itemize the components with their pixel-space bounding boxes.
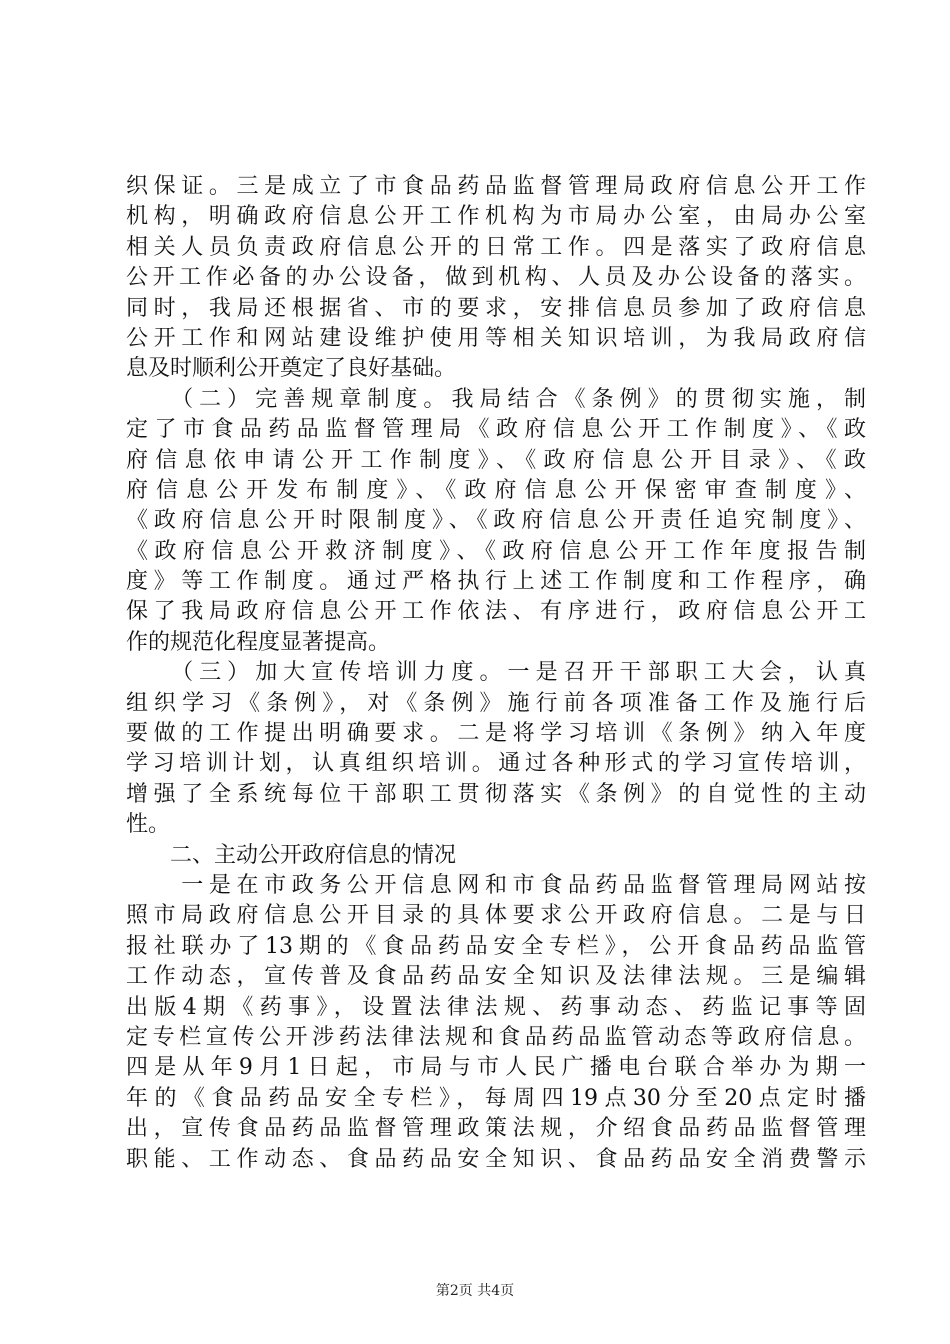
body-line: （二）完善规章制度。我局结合《条例》的贯彻实施，制 <box>126 386 866 412</box>
body-line: 年的《食品药品安全专栏》，每周四19点30分至20点定时播 <box>126 1085 866 1111</box>
body-line: 相关人员负责政府信息公开的日常工作。四是落实了政府信息 <box>126 234 866 260</box>
body-line: 定专栏宣传公开涉药法律法规和食品药品监管动态等政府信息。 <box>126 1024 866 1050</box>
body-line: 公开工作和网站建设维护使用等相关知识培训，为我局政府信 <box>126 325 866 351</box>
document-body <box>126 172 866 1175</box>
body-line: 府信息依申请公开工作制度》、《政府信息公开目录》、《政 <box>126 447 866 473</box>
body-line: 度》等工作制度。通过严格执行上述工作制度和工作程序，确 <box>126 569 866 595</box>
body-line: 要做的工作提出明确要求。二是将学习培训《条例》纳入年度 <box>126 721 866 747</box>
body-line: 作的规范化程度显著提高。 <box>126 629 391 655</box>
body-line: 《政府信息公开时限制度》、《政府信息公开责任追究制度》、 <box>126 508 866 534</box>
body-line: 出版4期《药事》，设置法律法规、药事动态、药监记事等固 <box>126 994 866 1020</box>
body-line: 工作动态，宣传普及食品药品安全知识及法律法规。三是编辑 <box>126 964 866 990</box>
body-line: 组织学习《条例》，对《条例》施行前各项准备工作及施行后 <box>126 690 866 716</box>
body-line: 公开工作必备的办公设备，做到机构、人员及办公设备的落实。 <box>126 265 866 291</box>
body-line: 《政府信息公开救济制度》、《政府信息公开工作年度报告制 <box>126 538 866 564</box>
body-line: 织保证。三是成立了市食品药品监督管理局政府信息公开工作 <box>126 174 866 199</box>
body-line: 机构，明确政府信息公开工作机构为市局办公室，由局办公室 <box>126 204 866 230</box>
body-line: 息及时顺利公开奠定了良好基础。 <box>126 356 457 382</box>
body-line: 定了市食品药品监督管理局《政府信息公开工作制度》、《政 <box>126 417 866 443</box>
body-line: 府信息公开发布制度》、《政府信息公开保密审查制度》、 <box>126 477 866 503</box>
body-line: 同时，我局还根据省、市的要求，安排信息员参加了政府信息 <box>126 295 866 321</box>
body-line: 学习培训计划，认真组织培训。通过各种形式的学习宣传培训， <box>126 751 866 777</box>
body-line: 照市局政府信息公开目录的具体要求公开政府信息。二是与日 <box>126 903 866 929</box>
body-line: 出，宣传食品药品监督管理政策法规，介绍食品药品监督管理 <box>126 1116 866 1142</box>
body-line: 报社联办了13期的《食品药品安全专栏》，公开食品药品监管 <box>126 933 866 959</box>
body-line: 一是在市政务公开信息网和市食品药品监督管理局网站按 <box>126 872 866 898</box>
body-line: 保了我局政府信息公开工作依法、有序进行，政府信息公开工 <box>126 599 866 625</box>
body-line: 四是从年9月1日起，市局与市人民广播电台联合举办为期一 <box>126 1055 866 1081</box>
body-line: （三）加大宣传培训力度。一是召开干部职工大会，认真 <box>126 660 866 686</box>
body-line: 增强了全系统每位干部职工贯彻落实《条例》的自觉性的主动 <box>126 781 866 807</box>
body-line: 职能、工作动态、食品药品安全知识、食品药品安全消费警示 <box>126 1146 866 1172</box>
body-line: 性。 <box>126 812 171 838</box>
section-heading: 二、主动公开政府信息的情况 <box>126 842 457 868</box>
page-number-footer: 第2页 共4页 <box>435 1283 515 1299</box>
